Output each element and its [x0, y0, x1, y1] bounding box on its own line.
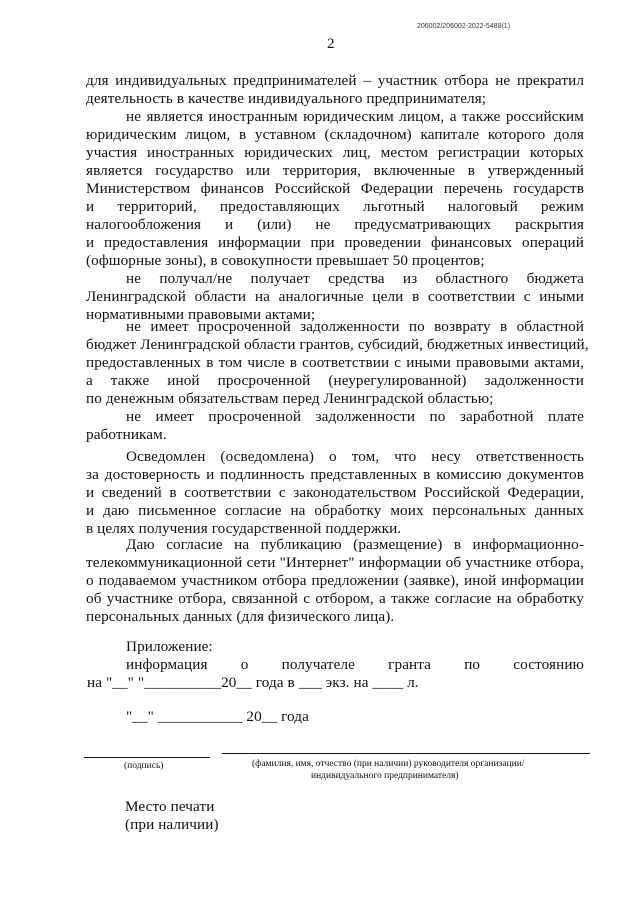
page-number: 2 [327, 36, 335, 52]
body-line: и даю письменное согласие на обработку моих персональных данных [86, 502, 584, 519]
signature-rule [84, 757, 210, 758]
body-line: Осведомлен (осведомлена) о том, что несу ответственность [126, 448, 584, 465]
body-line: и территорий, предоставляющих льготный налоговый режим [86, 198, 584, 215]
body-line: участия иностранных юридических лиц, местом регистрации которых [86, 144, 584, 161]
attachment-info-line: информация о получателе гранта по состоянию [126, 656, 584, 673]
body-line: является государство или территория, включенные в утвержденный [86, 162, 584, 179]
body-line: не имеет просроченной задолженности по заработной плате [126, 408, 584, 425]
body-line: работникам. [86, 426, 167, 443]
body-line: деятельность в качестве индивидуального предпринимателя; [86, 90, 487, 107]
body-line: налогообложения и (или) не предусматривающих раскрытия [86, 216, 584, 233]
attachment-date-line: на "__" "__________20__ года в ___ экз. на ____ л. [87, 674, 419, 691]
body-line: а также иной просроченной (неурегулированной) задолженности [86, 372, 584, 389]
body-line: и сведений в соответствии с законодательством Российской Федерации, [86, 484, 584, 501]
body-line: не получал/не получает средства из областного бюджета [126, 270, 584, 287]
body-line: бюджет Ленинградской области грантов, субсидий, бюджетных инвестиций, [86, 336, 589, 353]
body-line: Министерством финансов Российской Федерации перечень государств [86, 180, 584, 197]
document-id: 206002/206002-2022-5488(1) [417, 23, 511, 30]
name-caption-line2: индивидуального предпринимателя) [311, 771, 459, 781]
body-line: не имеет просроченной задолженности по возврату в областной [126, 318, 584, 335]
body-line: за достоверность и подлинность представленных в комиссию документов [86, 466, 584, 483]
name-caption-line1: (фамилия, имя, отчество (при наличии) руководителя организации/ [252, 759, 525, 769]
body-line: телекоммуникационной сети "Интернет" информации об участнике отбора, [86, 554, 584, 571]
body-line: нормативными правовыми актами; [86, 306, 316, 323]
body-line: персональных данных (для физического лица). [86, 608, 395, 625]
body-line: Ленинградской области на аналогичные цели в соответствии с иными [86, 288, 584, 305]
body-line: по денежным обязательствам перед Ленинградской областью; [86, 390, 494, 407]
body-line: предоставленных в том числе в соответствии с иными правовыми актами, [86, 354, 584, 371]
name-rule [222, 753, 590, 754]
stamp-place: Место печати [125, 798, 215, 815]
stamp-note: (при наличии) [125, 816, 219, 833]
signature-caption: (подпись) [124, 761, 164, 771]
body-line: и предоставления информации при проведении финансовых операций [86, 234, 584, 251]
date-line: "__" ___________ 20__ года [126, 708, 309, 725]
body-line: о подаваемом участником отбора предложении (заявке), иной информации [86, 572, 584, 589]
body-line: Даю согласие на публикацию (размещение) в информационно- [126, 536, 584, 553]
body-line: (офшорные зоны), в совокупности превышает 50 процентов; [86, 252, 485, 269]
body-line: не является иностранным юридическим лицом, а также российским [126, 108, 584, 125]
body-line: об участнике отбора, связанной с отбором, а также согласие на обработку [86, 590, 584, 607]
body-line: для индивидуальных предпринимателей – участник отбора не прекратил [86, 72, 584, 89]
body-line: в целях получения государственной поддержки. [86, 520, 402, 537]
attachment-title: Приложение: [126, 638, 213, 655]
body-line: юридическим лицом, в уставном (складочном) капитале которого доля [86, 126, 584, 143]
